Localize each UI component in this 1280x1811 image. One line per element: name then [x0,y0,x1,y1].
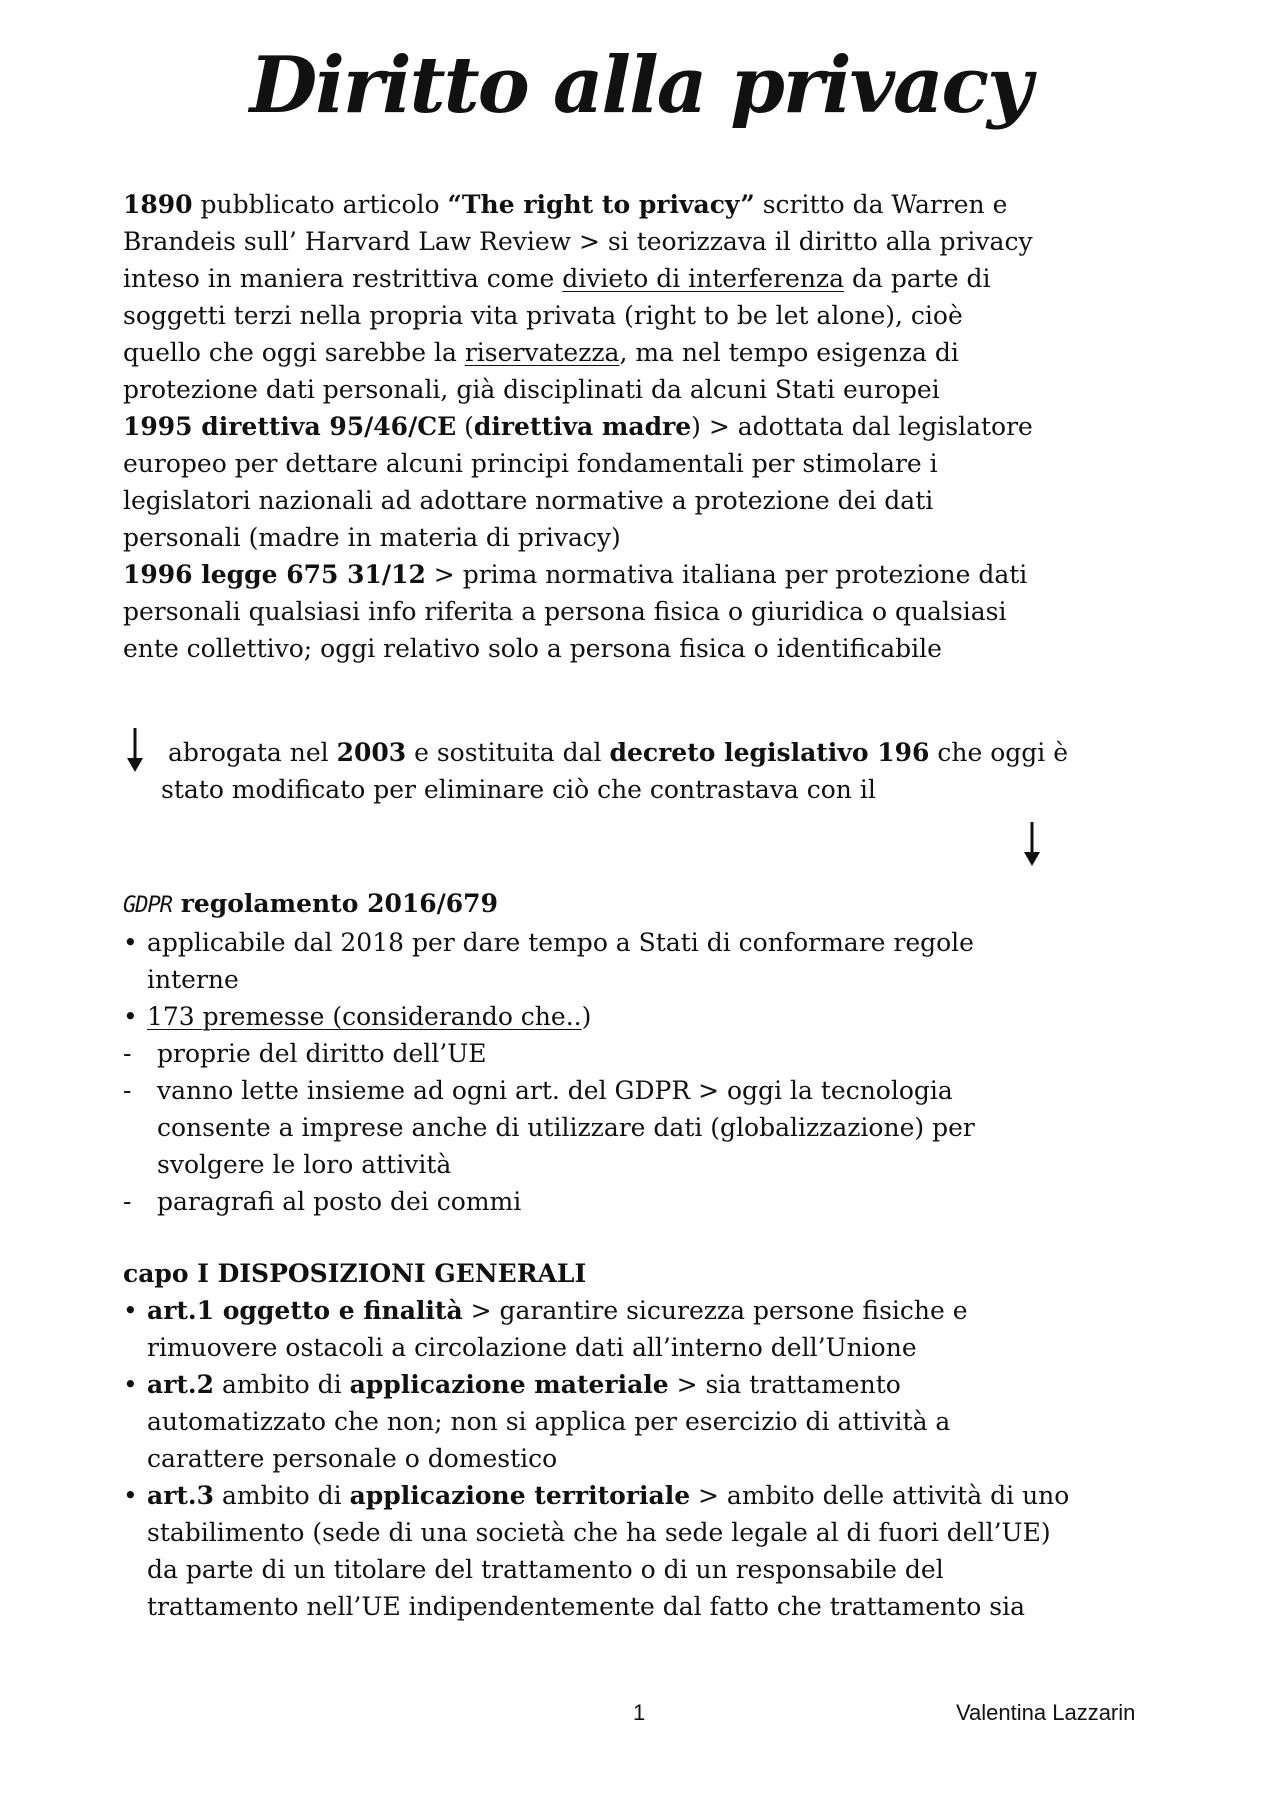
dash-item [123,1183,975,1220]
text: , ma nel tempo esigenza di [619,338,959,367]
arrow-down-icon [1021,820,1043,868]
bullet-icon: • [123,928,138,957]
line: europeo per dettare alcuni principi fondamentali per stimolare i [123,449,938,478]
line: stato modificato per eliminare ciò che contrastava con il [161,775,876,804]
line: personali qualsiasi info riferita a persona fisica o giuridica o qualsiasi [123,597,1007,626]
list-item [123,1477,1069,1514]
line: soggetti terzi nella propria vita privata (right to be let alone), cioè [123,301,963,330]
text: paragrafi al posto dei commi [157,1187,522,1216]
list-item [123,1366,1069,1403]
dash-item [123,1035,975,1072]
list-item-cont: da parte di un titolare del trattamento o di un responsabile del [147,1555,944,1584]
paragraph-abrogata [161,734,1068,808]
list-item [123,998,975,1035]
dash-item-cont: svolgere le loro attività [157,1150,452,1179]
directive-mother: direttiva madre [473,412,692,441]
list-item-cont: stabilimento (sede di una società che ha sede legale al di fuori dell’UE) [147,1518,1051,1547]
list-item-cont: carattere personale o domestico [147,1444,558,1473]
text: applicabile dal 2018 per dare tempo a Stati di conformare regole [147,928,974,957]
text: vanno lette insieme ad ogni art. del GDPR > oggi la tecnologia [157,1076,953,1105]
text: > ambito delle attività di uno [690,1481,1070,1510]
text: proprie del diritto dell’UE [157,1039,487,1068]
line [123,260,1033,297]
underlined-term: riservatezza [464,338,620,367]
underlined-term: (considerando che.. [324,1002,582,1031]
line: ente collettivo; oggi relativo solo a persona fisica o identificabile [123,634,942,663]
text: e sostituita dal [406,738,610,767]
list-item-cont: automatizzato che non; non si applica per esercizio di attività a [147,1407,951,1436]
text: > sia trattamento [668,1370,901,1399]
text: inteso in maniera restrittiva come [123,264,563,293]
gdpr-heading [123,885,975,924]
dash-item-cont: consente a imprese anche di utilizzare dati (globalizzazione) per [157,1113,975,1142]
gdpr-regulation: regolamento 2016/679 [171,889,498,918]
term: applicazione territoriale [349,1481,691,1510]
dash-icon: - [123,1187,132,1216]
list-item-cont: interne [147,965,239,994]
gdpr-handwritten: GDPR [123,893,172,918]
list-item-cont: trattamento nell’UE indipendentemente dal fatto che trattamento sia [147,1592,1025,1621]
art-label: art.1 oggetto e finalità [147,1296,463,1325]
dash-item [123,1072,975,1109]
text: abrogata nel [168,738,337,767]
year-2003: 2003 [336,738,407,767]
page-number: 1 [633,1700,646,1725]
line [161,734,1068,771]
text: ) [581,1002,592,1031]
directive-label: 1995 direttiva 95/46/CE [123,412,457,441]
bullet-icon: • [123,1296,138,1325]
decree-label: decreto legislativo 196 [609,738,930,767]
text: ambito di [214,1481,350,1510]
paragraph-1890 [123,186,1033,667]
text: pubblicato articolo [192,190,448,219]
law-label: 1996 legge 675 31/12 [123,560,426,589]
dash-icon: - [123,1039,132,1068]
article-title: “The right to privacy” [447,190,755,219]
art-label: art.3 [147,1481,215,1510]
heading: capo I DISPOSIZIONI GENERALI [123,1259,587,1288]
text: ( [456,412,474,441]
list-item-cont: rimuovere ostacoli a circolazione dati all’interno dell’Unione [147,1333,917,1362]
underlined-term: divieto di interferenza [562,264,845,293]
bullet-icon: • [123,1370,138,1399]
line [123,556,1033,593]
text: > prima normativa italiana per protezione dati [425,560,1028,589]
line: Brandeis sull’ Harvard Law Review > si teorizzava il diritto alla privacy [123,227,1033,256]
list-item [123,924,975,961]
line: personali (madre in materia di privacy) [123,523,621,552]
line [123,334,1033,371]
list-item [123,1292,1069,1329]
text: scritto da Warren e [754,190,1008,219]
capo-heading [123,1255,1069,1292]
year-1890: 1890 [123,190,193,219]
arrow-down-icon [124,726,146,774]
line: legislatori nazionali ad adottare normative a protezione dei dati [123,486,934,515]
underlined-term: 173 premesse [147,1002,325,1031]
line [123,186,1033,223]
bullet-icon: • [123,1481,138,1510]
art-label: art.2 [147,1370,215,1399]
page-title: Diritto alla privacy [249,40,1031,131]
bullet-icon: • [123,1002,138,1031]
line [123,408,1033,445]
text: da parte di [844,264,991,293]
gdpr-section [123,885,975,1220]
author-name: Valentina Lazzarin [956,1700,1136,1725]
text: ) > adottata dal legislatore [691,412,1033,441]
text: > garantire sicurezza persone fisiche e [462,1296,968,1325]
text: che oggi è [929,738,1068,767]
text: quello che oggi sarebbe la [123,338,465,367]
dash-icon: - [123,1076,132,1105]
text: ambito di [214,1370,350,1399]
capo-section [123,1255,1069,1625]
line: protezione dati personali, già disciplinati da alcuni Stati europei [123,375,940,404]
term: applicazione materiale [349,1370,669,1399]
